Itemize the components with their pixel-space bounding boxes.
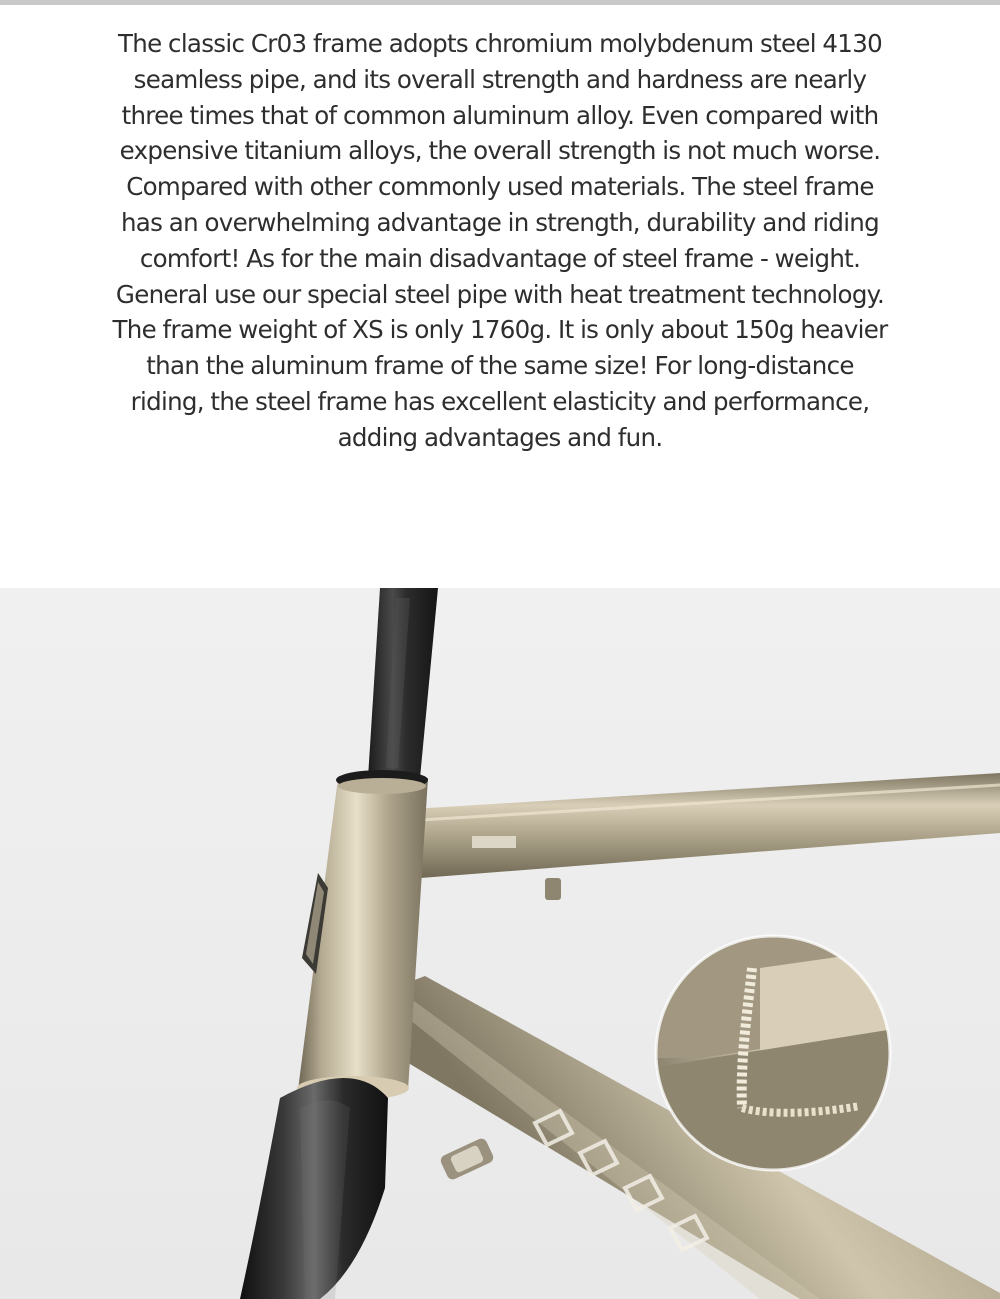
description-line: comfort! As for the main disadvantage of steel frame - weight. [139, 243, 861, 273]
top-divider [0, 0, 1000, 5]
frame-photo [0, 588, 1000, 1299]
description-line: has an overwhelming advantage in strength, durability and riding [120, 207, 879, 237]
description-line: expensive titanium alloys, the overall strength is not much worse. [119, 136, 881, 166]
description-line: General use our special steel pipe with heat treatment technology. [115, 279, 885, 309]
description-line: riding, the steel frame has excellent elasticity and performance, [130, 386, 870, 416]
description-line: adding advantages and fun. [337, 422, 663, 452]
description-line: The frame weight of XS is only 1760g. It is only about 150g heavier [112, 315, 888, 345]
description-line: Compared with other commonly used materials. The steel frame [126, 172, 874, 202]
product-description [60, 26, 940, 456]
top-tube-label-icon [472, 836, 516, 848]
description-line: seamless pipe, and its overall strength and hardness are nearly [133, 64, 867, 94]
description-line: than the aluminum frame of the same size! For long-distance [146, 351, 854, 381]
description-line: The classic Cr03 frame adopts chromium molybdenum steel 4130 [118, 29, 882, 58]
description-line: three times that of common aluminum alloy. Even compared with [121, 100, 879, 130]
